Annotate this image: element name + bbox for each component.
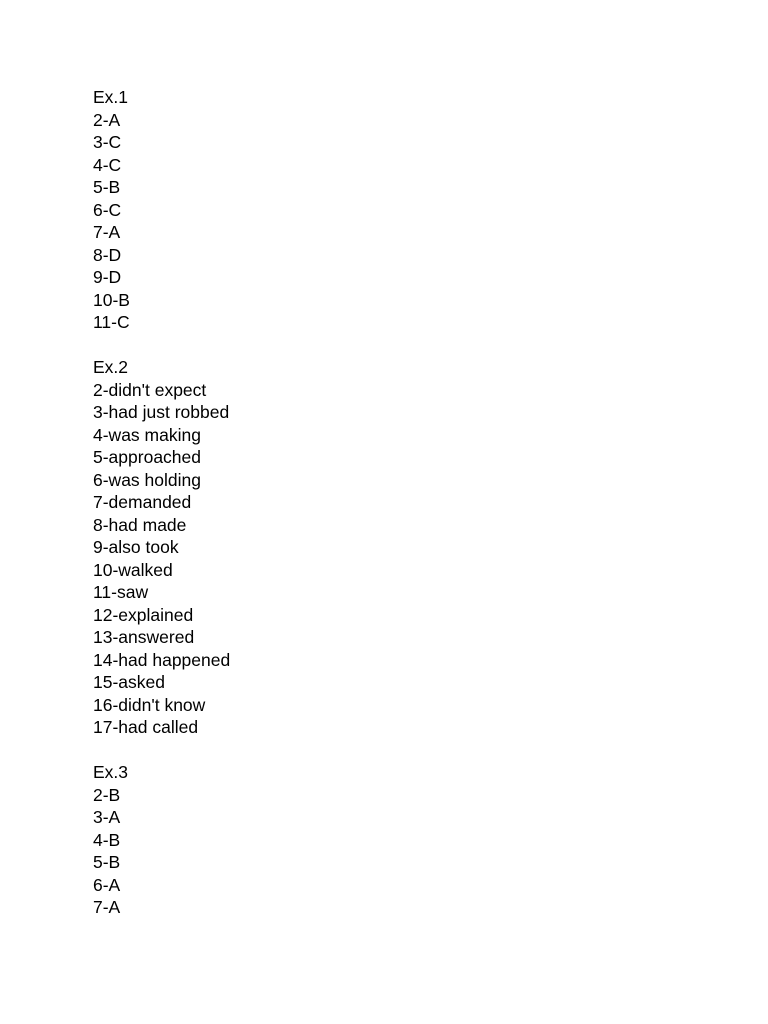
- answer-item: 7-A: [93, 222, 121, 242]
- answer-item: 2-A: [93, 109, 121, 130]
- answer-item: 2-B: [93, 784, 121, 805]
- section-title: Ex.1: [93, 87, 129, 107]
- answer-item: 5-B: [93, 852, 121, 872]
- answer-item: 3-C: [93, 132, 122, 152]
- answer-item: 11-saw: [93, 582, 149, 602]
- answer-item: 4-was making: [93, 424, 201, 445]
- answer-item: 8-had made: [93, 514, 187, 535]
- answer-key-content: [93, 86, 230, 919]
- answer-item: 6-A: [93, 874, 121, 895]
- section-ex1: [93, 86, 230, 334]
- answer-item: 16-didn't know: [93, 694, 206, 715]
- answer-item: 6-was holding: [93, 469, 201, 490]
- answer-item: 5-B: [93, 177, 121, 197]
- section-title: Ex.3: [93, 762, 129, 782]
- answer-item: 12-explained: [93, 604, 194, 625]
- answer-item: 8-D: [93, 244, 122, 265]
- answer-item: 6-C: [93, 199, 122, 220]
- answer-item: 2-didn't expect: [93, 379, 207, 400]
- answer-item: 10-walked: [93, 559, 173, 580]
- section-spacer: [93, 334, 230, 357]
- answer-item: 3-had just robbed: [93, 402, 230, 422]
- answer-item: 5-approached: [93, 447, 201, 467]
- answer-item: 3-A: [93, 807, 121, 827]
- answer-item: 4-B: [93, 829, 121, 850]
- answer-item: 14-had happened: [93, 649, 231, 670]
- answer-item: 11-C: [93, 312, 130, 332]
- answer-item: 13-answered: [93, 627, 195, 647]
- answer-item: 7-demanded: [93, 492, 192, 512]
- section-title: Ex.2: [93, 357, 129, 377]
- answer-item: 17-had called: [93, 717, 199, 737]
- answer-item: 9-D: [93, 267, 122, 287]
- section-ex3: [93, 761, 230, 919]
- answer-item: 15-asked: [93, 672, 165, 692]
- answer-item: 4-C: [93, 154, 122, 175]
- answer-item: 10-B: [93, 289, 130, 310]
- section-spacer: [93, 739, 230, 762]
- answer-item: 7-A: [93, 897, 121, 917]
- section-ex2: [93, 356, 230, 739]
- answer-item: 9-also took: [93, 537, 179, 557]
